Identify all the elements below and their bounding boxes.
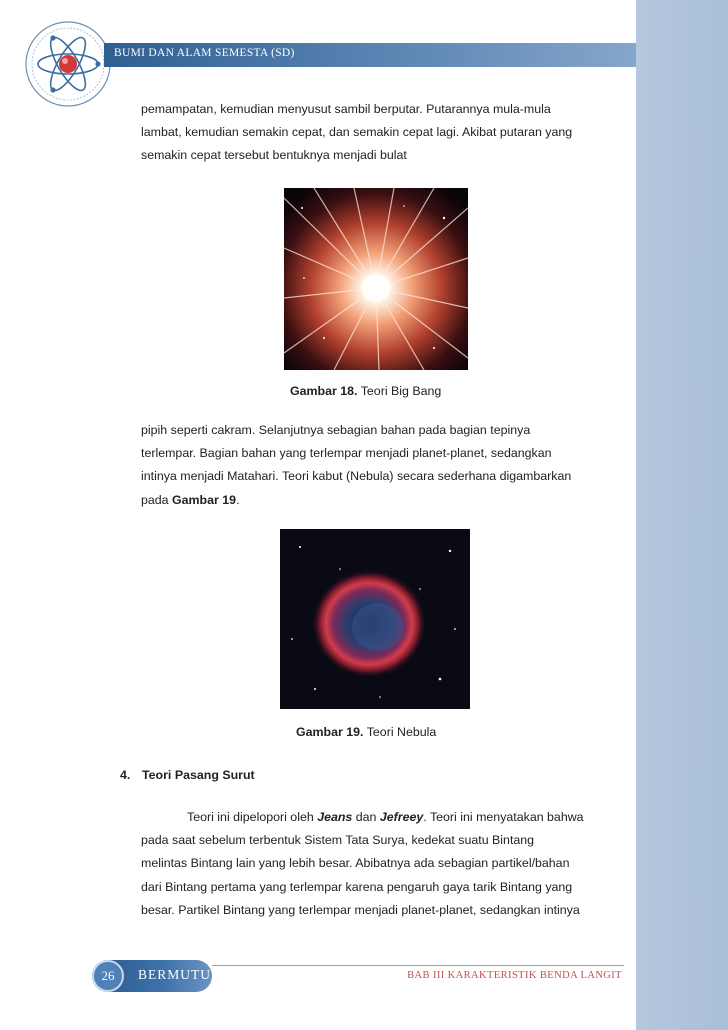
- text-segment: dan: [352, 810, 380, 824]
- atom-logo-icon: [22, 18, 114, 110]
- big-bang-image: [284, 188, 468, 370]
- text-segment: pada: [141, 492, 173, 507]
- paragraph-1: [141, 98, 623, 168]
- figure-19-title: Teori Nebula: [363, 725, 437, 739]
- figure-reference: Gambar 19: [172, 492, 237, 507]
- footer-brand: BERMUTU: [138, 967, 212, 982]
- text-segment: Teori ini dipelopori oleh: [187, 810, 318, 824]
- paragraph-2: [141, 419, 623, 512]
- text-line: [141, 489, 623, 512]
- section-heading: [120, 768, 255, 782]
- text-line: [141, 806, 623, 829]
- nebula-image: [280, 529, 470, 709]
- text-line: intinya menjadi Matahari. Teori kabut (Nebula) secara sederhana digambarkan: [141, 469, 572, 484]
- text-line: terlempar. Bagian bahan yang terlempar menjadi planet-planet, sedangkan: [141, 446, 552, 461]
- text-line: lambat, kemudian semakin cepat, dan semakin cepat lagi. Akibat putaran yang: [141, 125, 573, 140]
- text-segment: .: [236, 492, 240, 507]
- author-name: Jeans: [317, 810, 353, 824]
- figure-18-title: Teori Big Bang: [357, 384, 442, 398]
- text-line: pemampatan, kemudian menyusut sambil berputar. Putarannya mula-mula: [141, 102, 551, 116]
- header-bar: [104, 43, 636, 67]
- section-title: Teori Pasang Surut: [142, 768, 255, 782]
- text-line: melintas Bintang lain yang lebih besar. Abibatnya ada sebagian partikel/bahan: [141, 856, 570, 871]
- figure-18-label: Gambar 18.: [290, 384, 358, 398]
- text-line: besar. Partikel Bintang yang terlempar menjadi planet-planet, sedangkan intinya: [141, 902, 580, 917]
- text-line: semakin cepat tersebut bentuknya menjadi bulat: [141, 148, 407, 163]
- section-number: 4.: [120, 768, 131, 782]
- text-line: dari Bintang pertama yang terlempar karena pengaruh gaya tarik Bintang yang: [141, 879, 573, 894]
- figure-19-label: Gambar 19.: [296, 725, 364, 739]
- text-line: pipih seperti cakram. Selanjutnya sebagian bahan pada bagian tepinya: [141, 423, 531, 437]
- page-side-band: [636, 0, 728, 1030]
- paragraph-3: [141, 806, 623, 922]
- text-segment: . Teori ini menyatakan bahwa: [423, 810, 584, 824]
- footer-chapter-title: BAB III KARAKTERISTIK BENDA LANGIT: [407, 970, 622, 981]
- footer-divider: [212, 965, 624, 966]
- figure-18-caption: [290, 384, 441, 398]
- text-line: pada saat sebelum terbentuk Sistem Tata Surya, kedekat suatu Bintang: [141, 833, 535, 848]
- figure-19-caption: [296, 725, 436, 739]
- header-title: BUMI DAN ALAM SEMESTA (SD): [114, 47, 295, 59]
- page-number: 26: [92, 960, 124, 992]
- author-name: Jefreey: [379, 810, 424, 824]
